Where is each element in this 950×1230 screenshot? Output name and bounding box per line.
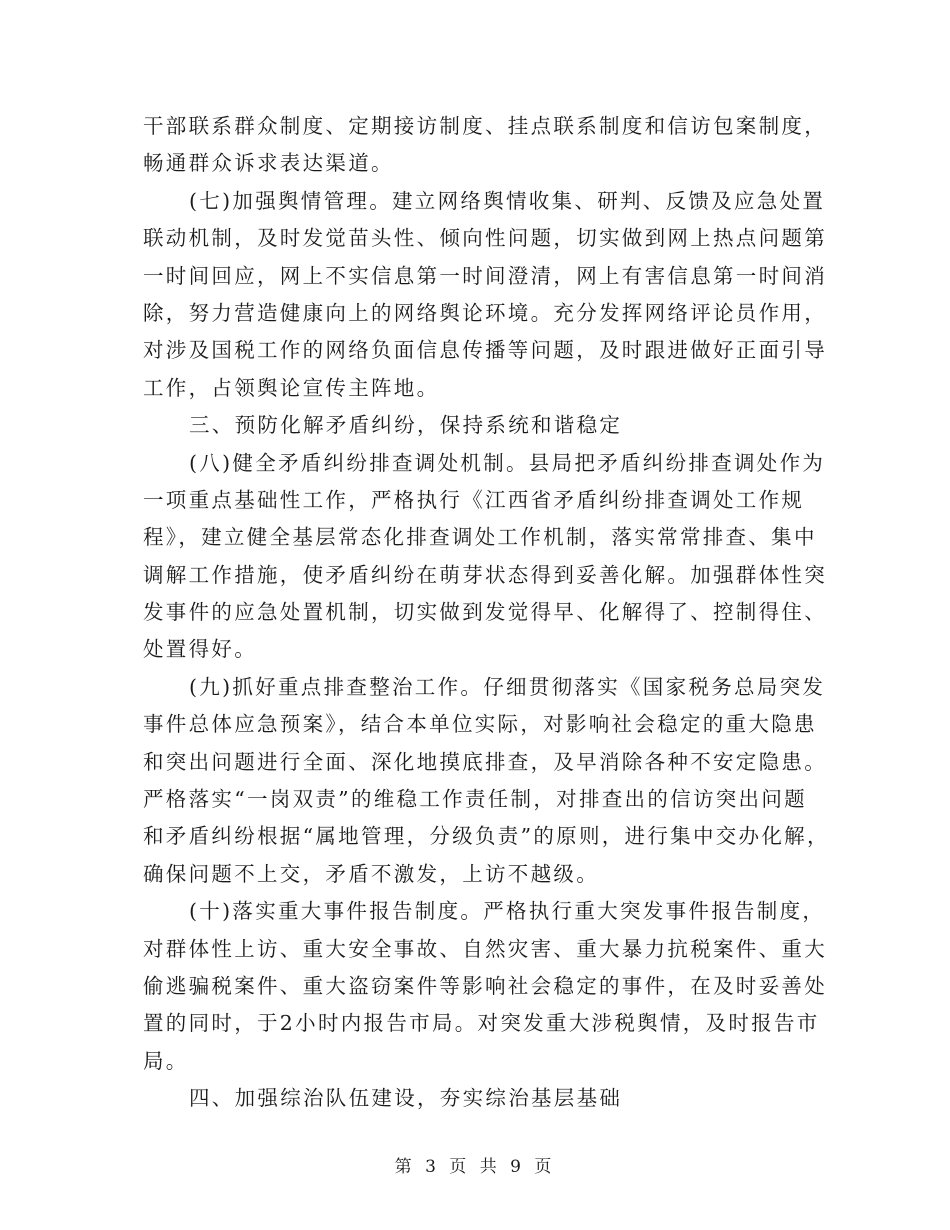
text-line: 一项重点基础性工作，严格执行《江西省矛盾纠纷排查调处工作规	[143, 487, 805, 512]
text-line: 程》，建立健全基层常态化排查调处工作机制，落实常常排查、集中	[143, 525, 817, 550]
text-line: 联动机制，及时发觉苗头性、倾向性问题，切实做到网上热点问题第	[143, 226, 827, 251]
text-line: 和突出问题进行全面、深化地摸底排查，及早消除各种不安定隐患。	[143, 749, 827, 774]
text-line: 对群体性上访、重大安全事故、自然灾害、重大暴力抗税案件、重大	[143, 936, 827, 961]
text-line: 一时间回应，网上不实信息第一时间澄清，网上有害信息第一时间消	[143, 263, 827, 288]
text-line: 事件总体应急预案》，结合本单位实际，对影响社会稳定的重大隐患	[143, 712, 817, 737]
text-line: 确保问题不上交，矛盾不激发，上访不越级。	[143, 861, 599, 886]
page-number-footer: 第 3 页 共 9 页	[394, 1157, 556, 1177]
text-line: 和矛盾纠纷根据“属地管理，分级负责”的原则，进行集中交办化解，	[143, 824, 830, 849]
text-line: 局。	[143, 1048, 189, 1073]
paragraph-first-line: (七)加强舆情管理。建立网络舆情收集、研判、反馈及应急处置	[189, 188, 826, 213]
text-line: 畅通群众诉求表达渠道。	[143, 151, 394, 176]
text-line: 除，努力营造健康向上的网络舆论环境。充分发挥网络评论员作用，	[143, 300, 827, 325]
text-line: 干部联系群众制度、定期接访制度、挂点联系制度和信访包案制度，	[143, 114, 827, 138]
text-line: 置的同时，于2小时内报告市局。对突发重大涉税舆情，及时报告市	[143, 1011, 820, 1036]
paragraph-first-line: (九)抓好重点排查整治工作。仔细贯彻落实《国家税务总局突发	[189, 674, 826, 699]
section-heading: 四、加强综治队伍建设，夯实综治基层基础	[189, 1086, 623, 1111]
text-line: 严格落实“一岗双责”的维稳工作责任制，对排查出的信访突出问题	[143, 787, 807, 812]
text-line: 发事件的应急处置机制，切实做到发觉得早、化解得了、控制得住、	[143, 600, 827, 625]
text-line: 工作，占领舆论宣传主阵地。	[143, 375, 440, 400]
document-body	[143, 108, 830, 1118]
text-line: 调解工作措施，使矛盾纠纷在萌芽状态得到妥善化解。加强群体性突	[143, 562, 827, 587]
text-line: 对涉及国税工作的网络负面信息传播等问题，及时跟进做好正面引导	[143, 338, 827, 363]
text-line: 处置得好。	[143, 637, 257, 662]
text-line: 偷逃骗税案件、重大盗窃案件等影响社会稳定的事件，在及时妥善处	[143, 973, 827, 998]
paragraph-first-line: (八)健全矛盾纠纷排查调处机制。县局把矛盾纠纷排查调处作为	[189, 450, 826, 475]
paragraph-first-line: (十)落实重大事件报告制度。严格执行重大突发事件报告制度，	[189, 899, 826, 924]
section-heading: 三、预防化解矛盾纠纷，保持系统和谐稳定	[189, 413, 623, 438]
